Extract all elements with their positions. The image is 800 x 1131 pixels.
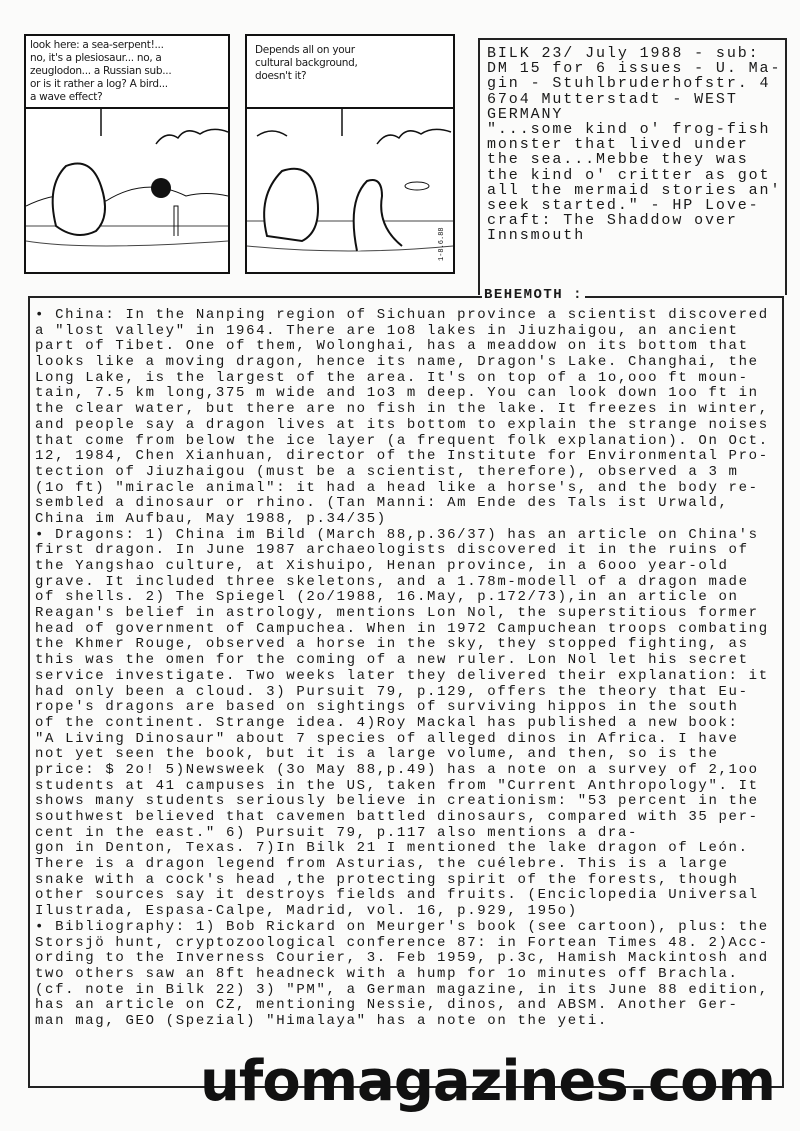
info-line: GERMANY: [487, 105, 564, 123]
article-line: the Khmer Rouge, observed a horse in the sky, they stopped fighting, as: [35, 636, 749, 653]
article-line: this was the omen for the coming of a new ruler. Lon Nol let his secret: [35, 652, 749, 669]
article-line: 12, 1984, Chen Xianhuan, director of the Institute for Environmental Pro-: [35, 448, 769, 465]
article-line: "A Living Dinosaur" about 7 species of alleged dinos in Africa. I have: [35, 730, 739, 747]
comic-panel-2: [245, 34, 455, 274]
info-line: seek started." - HP Love-: [487, 197, 760, 215]
article-line: of shells. 2) The Spiegel (2o/1988, 16.May, p.172/73),in an article on: [35, 589, 739, 606]
info-line: the sea...Mebbe they was: [487, 151, 749, 169]
article-line: southwest believed that cavemen battled dinosaurs, compared with 35 per-: [35, 809, 759, 825]
info-line: monster that lived under: [487, 136, 749, 154]
article-body: [35, 308, 769, 1030]
article-line: • China: In the Nanping region of Sichuan province a scientist discovered: [35, 307, 769, 323]
info-line: "...some kind o' frog-fish: [487, 121, 771, 139]
article-line: tection of Jiuzhaigou (must be a scientist, therefore), observed a 3 m: [35, 463, 739, 480]
speech-bubble-1: look here: a sea-serpent!... no, it's a plesiosaur... no, a zeuglodon... a Russian sub... or is it rather a log? A bird... a wave effect?: [30, 39, 172, 103]
info-lines: [487, 46, 781, 244]
article-line: not yet seen the book, but it is a large volume, and then, so is the: [35, 746, 719, 763]
article-line: looks like a moving dragon, hence its name, Dragon's Lake. Changhai, the: [35, 354, 759, 371]
article-line: part of Tibet. One of them, Wolonghai, has a meaddow on its bottom that: [35, 338, 749, 355]
article-line: service investigate. Two weeks later they delivered their explanation: it: [35, 667, 769, 684]
article-line: man mag, GEO (Spezial) "Himalaya" has a note on the yeti.: [35, 1012, 608, 1029]
article-line: tain, 7.5 km long,375 m wide and 1o3 m deep. You can look down 1oo ft in: [35, 385, 759, 402]
info-line: DM 15 for 6 issues - U. Ma-: [487, 60, 782, 78]
article-line: students at 41 campuses in the US, taken from "Current Anthropology". It: [35, 777, 759, 794]
article-line: (cf. note in Bilk 22) 3) "PM", a German magazine, in its June 88 edition,: [35, 981, 769, 998]
article-line: rope's dragons are based on sightings of surviving hippos in the south: [35, 699, 739, 716]
article-line: China im Aufbau, May 1988, p.34/35): [35, 510, 387, 527]
article-line: that come from below the ice layer (a frequent folk explanation). On Oct.: [35, 432, 769, 449]
article-line: two others saw an 8ft headneck with a hump for 1o minutes off Brachla.: [35, 965, 739, 982]
info-line: Innsmouth: [487, 227, 586, 245]
article-line: There is a dragon legend from Asturias, the cuélebre. This is a large: [35, 856, 729, 873]
info-line: BILK 23/ July 1988 - sub:: [487, 45, 760, 62]
section-heading: BEHEMOTH :: [484, 287, 584, 303]
article-line: a "lost valley" in 1964. There are 1o8 lakes in Jiuzhaigou, an ancient: [35, 322, 739, 339]
article-line: gon in Denton, Texas. 7)In Bilk 21 I mentioned the lake dragon of León.: [35, 840, 749, 857]
artist-signature: 1-8.6.88: [438, 227, 446, 261]
article-line: Ilustrada, Espasa-Calpe, Madrid, vol. 16, p.929, 195o): [35, 903, 578, 920]
info-line: craft: The Shaddow over: [487, 212, 738, 230]
article-line: grave. It included three skeletons, and a 1.78m-modell of a dragon made: [35, 573, 749, 590]
article-line: of the continent. Strange idea. 4)Roy Mackal has published a new book:: [35, 714, 739, 731]
article-line: the clear water, but there are no fish in the lake. It freezes in winter,: [35, 401, 769, 418]
article-line: had only been a cloud. 3) Pursuit 79, p.129, offers the theory that Eu-: [35, 683, 749, 700]
article-line: • Dragons: 1) China im Bild (March 88,p.36/37) has an article on China's: [35, 526, 759, 543]
article-line: • Bibliography: 1) Bob Rickard on Meurger's book (see cartoon), plus: the: [35, 918, 769, 935]
article-line: head of government of Campuchea. When in 1972 Campuchean troops combating: [35, 620, 769, 637]
info-line: 67o4 Mutterstadt - WEST: [487, 90, 738, 108]
article-line: has an article on CZ, mentioning Nessie, dinos, and ABSM. Another Ger-: [35, 997, 739, 1014]
article-line: and people say a dragon lives at its bottom to explain the strange noises: [35, 416, 769, 433]
info-line: the kind o' critter as got: [487, 166, 771, 184]
article-line: Storsjö hunt, cryptozoological conference 87: in Fortean Times 48. 2)Acc-: [35, 934, 769, 951]
info-line: gin - Stuhlbruderhofstr. 4: [487, 75, 771, 93]
watermark: ufomagazines.com: [200, 1049, 775, 1114]
article-line: Long Lake, is the largest of the area. It's on top of a 1o,ooo ft moun-: [35, 369, 749, 386]
sea-serpent-cartoon-drawing-1: [26, 36, 228, 272]
article-line: ording to the Inverness Courier, 3. Feb 1959, p.3c, Hamish Mackintosh and: [35, 950, 769, 967]
comic-panel-1: [24, 34, 230, 274]
sea-serpent-cartoon-drawing-2: [247, 36, 453, 272]
info-line: all the mermaid stories an': [487, 181, 782, 199]
article-line: Reagan's belief in astrology, mentions Lon Nol, the superstitious former: [35, 605, 759, 622]
article-line: sembled a dinosaur or rhino. (Tan Manni: Am Ende des Tals ist Urwald,: [35, 495, 729, 512]
speech-bubble-2: Depends all on your cultural background, doesn't it?: [255, 44, 358, 82]
article-line: price: $ 2o! 5)Newsweek (3o May 88,p.49) has a note on a survey of 2,1oo: [35, 761, 759, 778]
article-line: shows many students seriously believe in creationism: "53 percent in the: [35, 793, 759, 810]
article-line: the Yangshao culture, at Xishuipo, Henan province, in a 6ooo year-old: [35, 558, 729, 574]
article-line: (1o ft) "miracle animal": it had a head like a horse's, and the body re-: [35, 479, 759, 496]
article-line: snake with a cock's head ,the protecting spirit of the forests, though: [35, 871, 739, 888]
article-box: [28, 296, 784, 1088]
publication-info-box: [478, 38, 787, 295]
article-line: first dragon. In June 1987 archaeologists discovered it in the ruins of: [35, 542, 749, 559]
article-line: cent in the east." 6) Pursuit 79, p.117 also mentions a dra-: [35, 824, 639, 841]
article-line: other sources say it destroys fields and fruits. (Enciclopedia Universal: [35, 887, 759, 904]
